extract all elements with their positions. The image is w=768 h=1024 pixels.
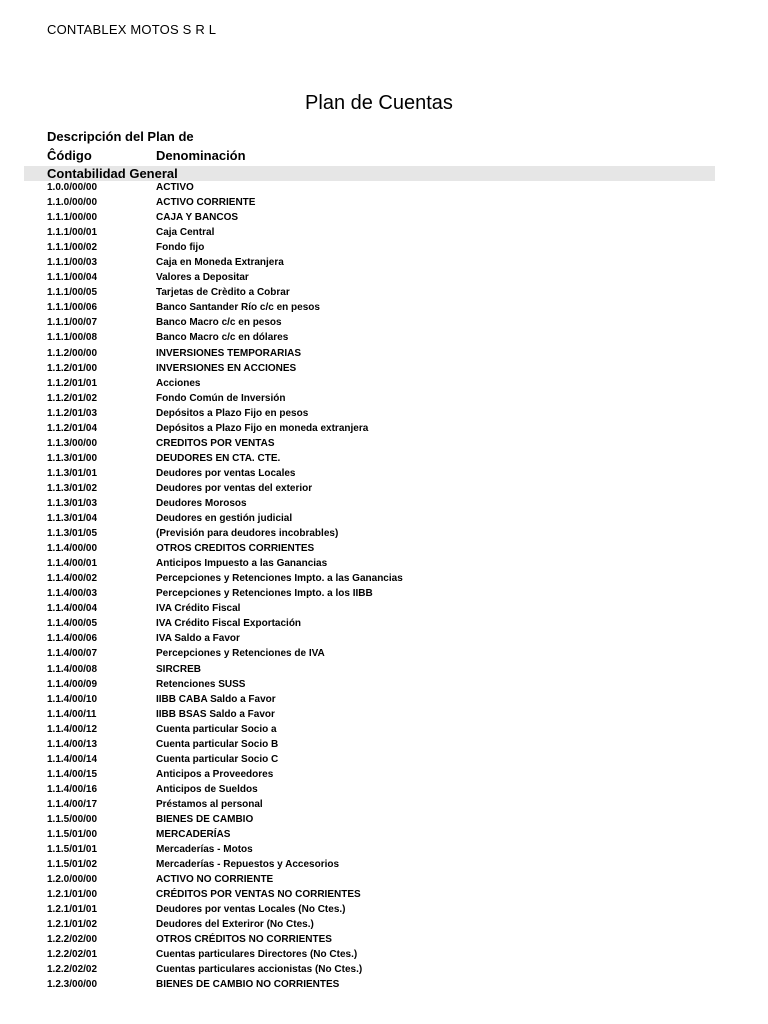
account-code: 1.1.2/01/04 bbox=[47, 422, 98, 434]
account-row bbox=[0, 662, 768, 677]
account-name: INVERSIONES TEMPORARIAS bbox=[156, 347, 302, 359]
account-code: 1.1.4/00/05 bbox=[47, 618, 98, 630]
accounts-list bbox=[0, 180, 768, 993]
account-row bbox=[0, 376, 768, 391]
account-code: 1.1.4/00/16 bbox=[47, 783, 98, 795]
account-name: ACTIVO NO CORRIENTE bbox=[156, 874, 274, 886]
section-header bbox=[24, 166, 715, 181]
account-code: 1.1.4/00/03 bbox=[47, 588, 98, 600]
account-code: 1.0.0/00/00 bbox=[47, 182, 98, 193]
plan-description-label: Descripción del Plan de bbox=[47, 129, 194, 144]
account-code: 1.1.4/00/08 bbox=[47, 663, 98, 675]
account-row bbox=[0, 887, 768, 902]
account-name: SIRCREB bbox=[156, 663, 202, 675]
account-row bbox=[0, 361, 768, 376]
account-name: Cuentas particulares Directores (No Ctes.) bbox=[156, 949, 358, 961]
account-name: Anticipos a Proveedores bbox=[156, 768, 274, 780]
account-code: 1.1.3/01/04 bbox=[47, 513, 98, 525]
account-code: 1.1.3/01/05 bbox=[47, 528, 98, 540]
account-code: 1.2.1/01/00 bbox=[47, 889, 98, 901]
account-name: Cuentas particulares accionistas (No Ctes.) bbox=[156, 964, 363, 976]
account-code: 1.2.3/00/00 bbox=[47, 979, 98, 991]
account-name: Banco Macro c/c en pesos bbox=[156, 317, 282, 329]
account-name: BIENES DE CAMBIO NO CORRIENTES bbox=[156, 979, 340, 991]
account-name: Cuenta particular Socio C bbox=[156, 753, 279, 765]
account-name: IVA Crédito Fiscal Exportación bbox=[156, 618, 302, 630]
account-row bbox=[0, 240, 768, 255]
account-name: (Previsión para deudores incobrables) bbox=[156, 528, 339, 540]
account-code: 1.1.3/01/01 bbox=[47, 467, 98, 479]
account-name: Banco Santander Río c/c en pesos bbox=[156, 302, 320, 314]
account-code: 1.1.1/00/07 bbox=[47, 317, 98, 329]
account-row bbox=[0, 917, 768, 932]
account-row bbox=[0, 451, 768, 466]
account-row bbox=[0, 346, 768, 361]
account-name: Anticipos Impuesto a las Ganancias bbox=[156, 558, 328, 570]
account-row bbox=[0, 436, 768, 451]
account-code: 1.1.3/01/02 bbox=[47, 482, 98, 494]
account-row bbox=[0, 225, 768, 240]
account-code: 1.1.4/00/10 bbox=[47, 693, 98, 705]
account-row bbox=[0, 496, 768, 511]
account-name: Fondo Común de Inversión bbox=[156, 392, 286, 404]
account-code: 1.1.5/00/00 bbox=[47, 813, 98, 825]
account-row bbox=[0, 270, 768, 285]
account-row bbox=[0, 631, 768, 646]
account-row bbox=[0, 556, 768, 571]
account-row bbox=[0, 300, 768, 315]
account-name: Mercaderías - Repuestos y Accesorios bbox=[156, 859, 340, 871]
account-name: CREDITOS POR VENTAS bbox=[156, 437, 275, 449]
account-name: INVERSIONES EN ACCIONES bbox=[156, 362, 297, 374]
account-row bbox=[0, 947, 768, 962]
account-name: Acciones bbox=[156, 377, 201, 389]
account-code: 1.1.3/01/00 bbox=[47, 452, 98, 464]
account-code: 1.1.4/00/01 bbox=[47, 558, 98, 570]
account-row bbox=[0, 767, 768, 782]
account-name: Percepciones y Retenciones Impto. a los IIBB bbox=[156, 588, 373, 600]
account-code: 1.2.1/01/02 bbox=[47, 919, 98, 931]
account-code: 1.1.1/00/03 bbox=[47, 257, 98, 269]
account-name: Caja en Moneda Extranjera bbox=[156, 257, 284, 269]
account-code: 1.2.2/02/02 bbox=[47, 964, 98, 976]
account-row bbox=[0, 677, 768, 692]
account-code: 1.1.3/00/00 bbox=[47, 437, 98, 449]
account-name: ACTIVO CORRIENTE bbox=[156, 197, 256, 209]
account-row bbox=[0, 180, 768, 195]
account-row bbox=[0, 616, 768, 631]
account-row bbox=[0, 827, 768, 842]
account-row bbox=[0, 932, 768, 947]
account-code: 1.1.1/00/02 bbox=[47, 242, 98, 254]
account-code: 1.1.1/00/00 bbox=[47, 212, 98, 224]
account-row bbox=[0, 571, 768, 586]
account-name: OTROS CREDITOS CORRIENTES bbox=[156, 543, 315, 555]
section-title: Contabilidad General bbox=[47, 166, 178, 181]
account-row bbox=[0, 601, 768, 616]
account-row bbox=[0, 812, 768, 827]
account-code: 1.1.0/00/00 bbox=[47, 197, 98, 209]
account-name: CRÉDITOS POR VENTAS NO CORRIENTES bbox=[156, 889, 361, 901]
account-code: 1.1.1/00/01 bbox=[47, 227, 98, 239]
account-name: IIBB BSAS Saldo a Favor bbox=[156, 708, 275, 720]
account-row bbox=[0, 511, 768, 526]
account-name: MERCADERÍAS bbox=[156, 829, 231, 841]
account-code: 1.2.0/00/00 bbox=[47, 874, 98, 886]
account-name: Deudores por ventas del exterior bbox=[156, 482, 313, 494]
account-name: Percepciones y Retenciones Impto. a las Ganancias bbox=[156, 573, 403, 585]
account-row bbox=[0, 977, 768, 992]
account-row bbox=[0, 210, 768, 225]
account-code: 1.2.1/01/01 bbox=[47, 904, 98, 916]
account-name: Mercaderías - Motos bbox=[156, 844, 253, 856]
account-name: Fondo fijo bbox=[156, 242, 205, 254]
account-name: Percepciones y Retenciones de IVA bbox=[156, 648, 325, 660]
account-row bbox=[0, 586, 768, 601]
account-row bbox=[0, 541, 768, 556]
account-name: Banco Macro c/c en dólares bbox=[156, 332, 289, 344]
account-name: CAJA Y BANCOS bbox=[156, 212, 239, 224]
account-code: 1.1.1/00/04 bbox=[47, 272, 98, 284]
account-name: DEUDORES EN CTA. CTE. bbox=[156, 452, 281, 464]
account-row bbox=[0, 722, 768, 737]
account-name: Deudores Morosos bbox=[156, 497, 247, 509]
account-row bbox=[0, 692, 768, 707]
account-row bbox=[0, 466, 768, 481]
account-row bbox=[0, 526, 768, 541]
account-row bbox=[0, 962, 768, 977]
account-name: Retenciones SUSS bbox=[156, 678, 246, 690]
account-name: Préstamos al personal bbox=[156, 798, 263, 810]
account-row bbox=[0, 481, 768, 496]
account-code: 1.1.2/00/00 bbox=[47, 347, 98, 359]
account-code: 1.1.5/01/00 bbox=[47, 829, 98, 841]
account-code: 1.1.4/00/14 bbox=[47, 753, 98, 765]
account-code: 1.1.3/01/03 bbox=[47, 497, 98, 509]
account-code: 1.1.2/01/00 bbox=[47, 362, 98, 374]
account-name: Cuenta particular Socio a bbox=[156, 723, 277, 735]
account-code: 1.1.4/00/09 bbox=[47, 678, 98, 690]
account-code: 1.1.4/00/02 bbox=[47, 573, 98, 585]
account-row bbox=[0, 857, 768, 872]
account-code: 1.1.1/00/06 bbox=[47, 302, 98, 314]
account-row bbox=[0, 902, 768, 917]
account-name: BIENES DE CAMBIO bbox=[156, 813, 254, 825]
account-name: Deudores por ventas Locales (No Ctes.) bbox=[156, 904, 346, 916]
account-row bbox=[0, 391, 768, 406]
column-header-code: Ĉódigo bbox=[47, 148, 92, 163]
account-name: Depósitos a Plazo Fijo en moneda extranjera bbox=[156, 422, 369, 434]
account-row bbox=[0, 315, 768, 330]
account-code: 1.1.1/00/05 bbox=[47, 287, 98, 299]
account-row bbox=[0, 421, 768, 436]
company-name: CONTABLEX MOTOS S R L bbox=[47, 22, 217, 37]
account-name: OTROS CRÉDITOS NO CORRIENTES bbox=[156, 934, 332, 946]
account-row bbox=[0, 752, 768, 767]
account-code: 1.2.2/02/00 bbox=[47, 934, 98, 946]
account-name: ACTIVO bbox=[156, 182, 194, 193]
account-code: 1.1.4/00/13 bbox=[47, 738, 98, 750]
account-name: IIBB CABA Saldo a Favor bbox=[156, 693, 276, 705]
account-row bbox=[0, 707, 768, 722]
account-row bbox=[0, 797, 768, 812]
account-name: IVA Crédito Fiscal bbox=[156, 603, 241, 615]
account-row bbox=[0, 195, 768, 210]
account-code: 1.1.2/01/02 bbox=[47, 392, 98, 404]
account-row bbox=[0, 782, 768, 797]
account-name: Valores a Depositar bbox=[156, 272, 249, 284]
account-code: 1.1.4/00/17 bbox=[47, 798, 98, 810]
account-name: Cuenta particular Socio B bbox=[156, 738, 279, 750]
account-code: 1.1.2/01/03 bbox=[47, 407, 98, 419]
account-code: 1.1.4/00/12 bbox=[47, 723, 98, 735]
account-row bbox=[0, 842, 768, 857]
account-row bbox=[0, 872, 768, 887]
account-code: 1.1.4/00/07 bbox=[47, 648, 98, 660]
account-code: 1.1.4/00/06 bbox=[47, 633, 98, 645]
account-row bbox=[0, 646, 768, 661]
column-header-name: Denominación bbox=[156, 148, 246, 163]
account-row bbox=[0, 406, 768, 421]
account-name: Deudores en gestión judicial bbox=[156, 513, 293, 525]
account-name: Caja Central bbox=[156, 227, 215, 239]
account-row bbox=[0, 737, 768, 752]
account-code: 1.1.5/01/02 bbox=[47, 859, 98, 871]
page-title: Plan de Cuentas bbox=[305, 92, 453, 114]
account-code: 1.1.4/00/11 bbox=[47, 708, 97, 720]
account-name: IVA Saldo a Favor bbox=[156, 633, 240, 645]
account-name: Anticipos de Sueldos bbox=[156, 783, 258, 795]
account-row bbox=[0, 330, 768, 345]
account-name: Depósitos a Plazo Fijo en pesos bbox=[156, 407, 309, 419]
account-code: 1.1.5/01/01 bbox=[47, 844, 98, 856]
account-row bbox=[0, 285, 768, 300]
account-code: 1.1.4/00/00 bbox=[47, 543, 98, 555]
account-row bbox=[0, 255, 768, 270]
account-name: Deudores por ventas Locales bbox=[156, 467, 296, 479]
account-name: Deudores del Exteriror (No Ctes.) bbox=[156, 919, 314, 931]
account-code: 1.1.4/00/04 bbox=[47, 603, 98, 615]
account-name: Tarjetas de Crèdito a Cobrar bbox=[156, 287, 290, 299]
account-code: 1.2.2/02/01 bbox=[47, 949, 98, 961]
account-code: 1.1.2/01/01 bbox=[47, 377, 98, 389]
account-code: 1.1.4/00/15 bbox=[47, 768, 98, 780]
account-code: 1.1.1/00/08 bbox=[47, 332, 98, 344]
